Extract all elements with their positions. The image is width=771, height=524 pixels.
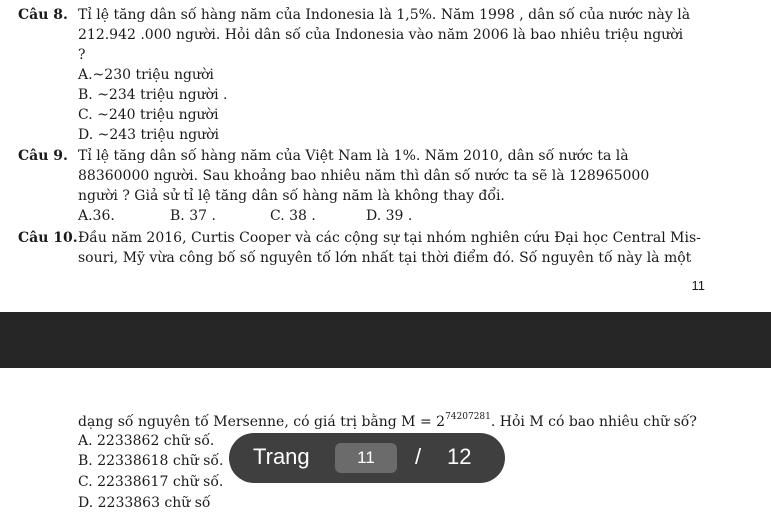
question-10-text-line: souri, Mỹ vừa công bố số nguyên tố lớn nhất tại thời điểm đó. Số nguyên tố này là một <box>78 250 692 266</box>
question-10-text-line: Đầu năm 2016, Curtis Cooper và các cộng sự tại nhóm nghiên cứu Đại học Central Mis- <box>78 230 701 246</box>
exponent: 74207281 <box>445 412 491 422</box>
question-10-option-d: D. 2233863 chữ số <box>78 495 211 511</box>
question-9-option-a: A.36. <box>78 208 115 224</box>
question-10-continuation <box>78 412 697 430</box>
question-8-label: Câu 8. <box>18 7 68 23</box>
question-10-option-c: C. 22338617 chữ số. <box>78 474 224 490</box>
current-page-input[interactable]: 11 <box>335 443 397 473</box>
question-10-option-b: B. 22338618 chữ số. <box>78 453 224 469</box>
question-9-text-line: Tỉ lệ tăng dân số hàng năm của Việt Nam là 1%. Năm 2010, dân số nước ta là <box>78 148 629 164</box>
question-9-text-line: người ? Giả sử tỉ lệ tăng dân số hàng năm là không thay đổi. <box>78 188 505 204</box>
question-8-text-line: Tỉ lệ tăng dân số hàng năm của Indonesia là 1,5%. Năm 1998 , dân số của nước này là <box>78 7 691 23</box>
question-8-option-a: A.~230 triệu người <box>78 67 214 83</box>
page-indicator-overlay <box>229 433 505 483</box>
question-9-option-d: D. 39 . <box>366 208 413 224</box>
question-8-text-line: ? <box>78 47 86 63</box>
question-9-option-c: C. 38 . <box>270 208 316 224</box>
continuation-suffix: . Hỏi M có bao nhiêu chữ số? <box>490 414 697 430</box>
total-pages: 12 <box>447 444 472 469</box>
question-10-label: Câu 10. <box>18 230 78 246</box>
page-indicator-separator: / <box>415 444 422 469</box>
page-indicator-label: Trang <box>253 444 310 469</box>
question-8-option-b: B. ~234 triệu người . <box>78 87 228 103</box>
question-8-option-d: D. ~243 triệu người <box>78 127 219 143</box>
question-8-text-line: 212.942 .000 người. Hỏi dân số của Indonesia vào năm 2006 là bao nhiêu triệu người <box>78 27 684 43</box>
page-gap <box>0 312 771 368</box>
continuation-prefix: dạng số nguyên tố Mersenne, có giá trị bằng M = 2 <box>78 414 446 430</box>
question-9-label: Câu 9. <box>18 148 68 164</box>
question-8-option-c: C. ~240 triệu người <box>78 107 219 123</box>
question-9-text-line: 88360000 người. Sau khoảng bao nhiêu năm thì dân số nước ta sẽ là 128965000 <box>78 168 650 184</box>
page-number: 11 <box>691 278 705 293</box>
question-9-option-b: B. 37 . <box>170 208 216 224</box>
question-10-option-a: A. 2233862 chữ số. <box>78 433 215 449</box>
